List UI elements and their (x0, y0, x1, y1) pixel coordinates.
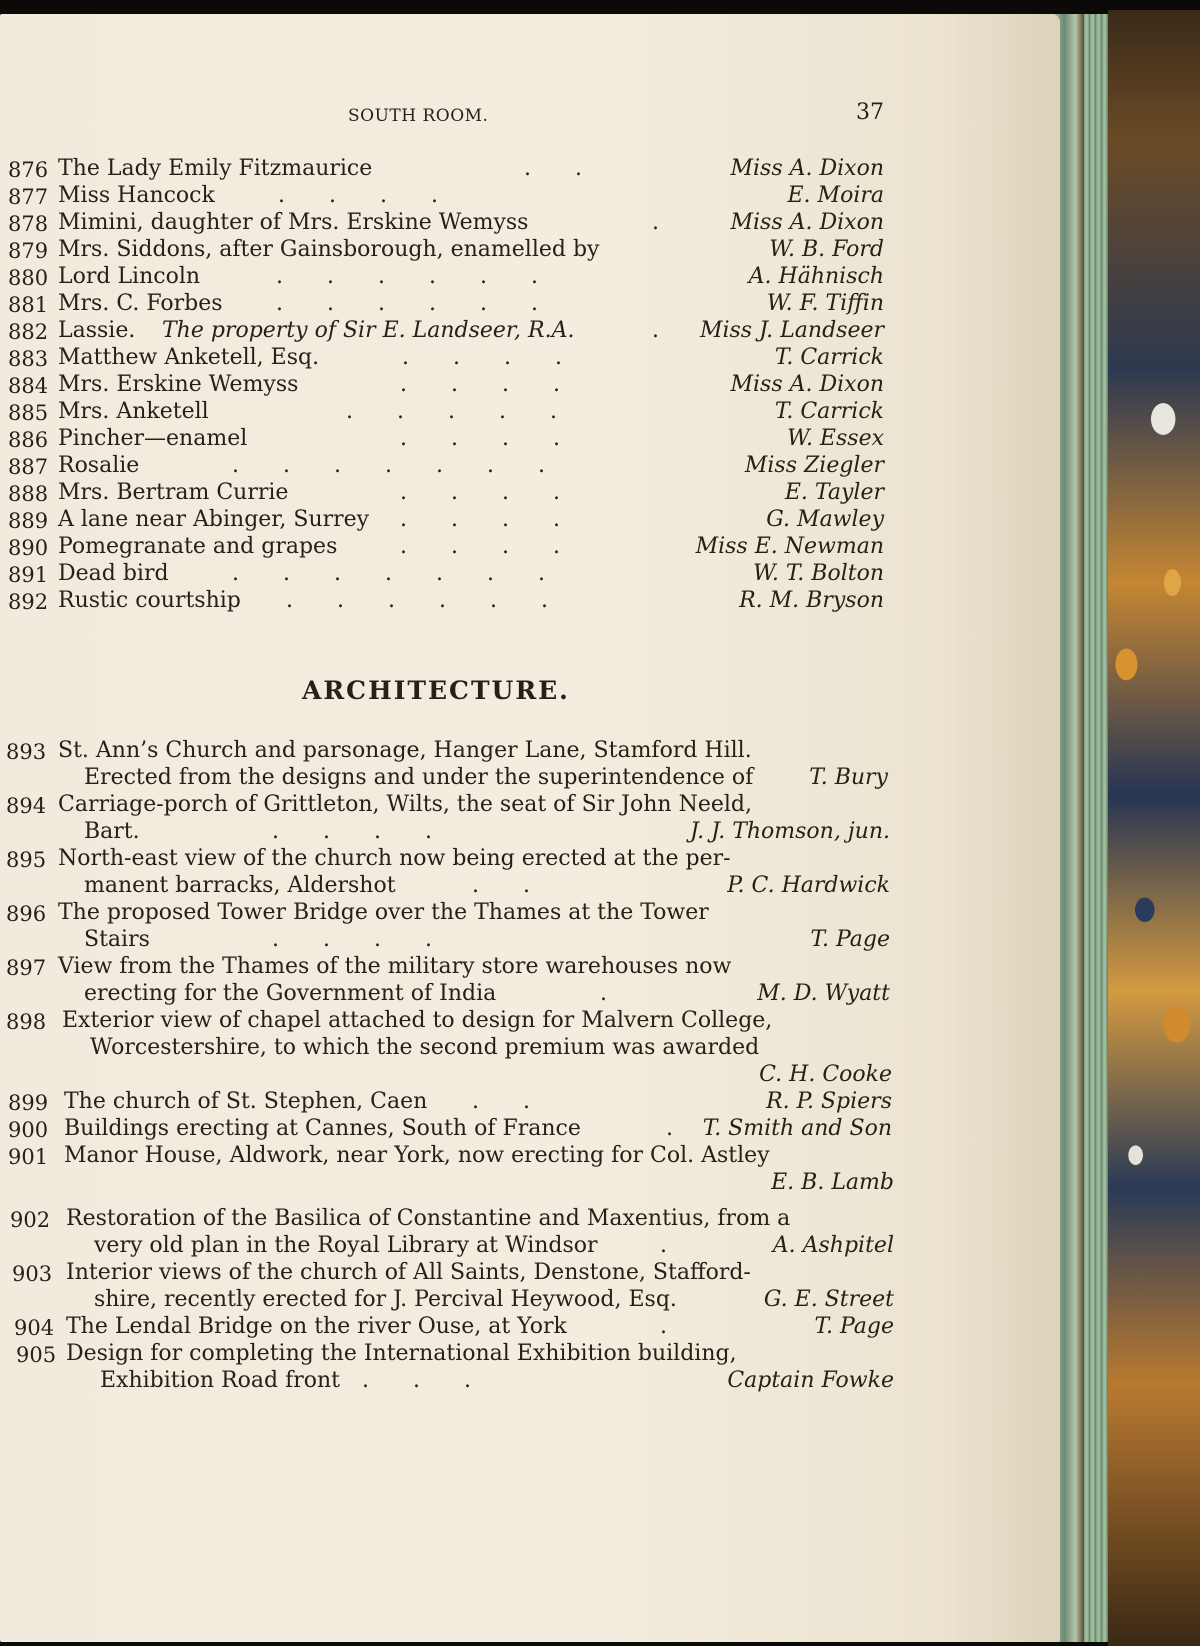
entry-title-continued: manent barracks, Aldershot (84, 873, 396, 898)
leader-dots: . (652, 210, 703, 235)
catalogue-number: 885 (8, 401, 49, 425)
artist-name: R. P. Spiers (766, 1089, 892, 1114)
artist-name: M. D. Wyatt (757, 981, 890, 1006)
catalogue-number: 886 (8, 428, 49, 452)
leader-dots: .... (278, 183, 482, 208)
leader-dots: .... (400, 372, 604, 397)
catalogue-number: 884 (8, 374, 49, 398)
catalogue-number: 881 (8, 293, 49, 317)
catalogue-number: 889 (8, 509, 49, 533)
entry-title-continued: Bart. (84, 819, 140, 844)
entry-title: The Lendal Bridge on the river Ouse, at York (66, 1314, 567, 1339)
catalogue-number: 893 (6, 740, 47, 764)
catalogue-number: 878 (8, 212, 49, 236)
entry-title: A lane near Abinger, Surrey (58, 507, 370, 532)
entry-title: Lassie. (58, 318, 136, 343)
entry-title: Design for completing the International Exhibition building, (66, 1341, 737, 1366)
entry-title: The church of St. Stephen, Caen (64, 1089, 428, 1114)
artist-name: Miss Ziegler (744, 453, 884, 478)
catalogue-number: 902 (10, 1208, 51, 1232)
catalogue-number: 899 (8, 1091, 49, 1115)
running-head: SOUTH ROOM. (348, 106, 489, 126)
leader-dots: ... (362, 1368, 515, 1393)
entry-title: Rosalie (58, 453, 140, 478)
entry-title-continued: Stairs (84, 927, 150, 952)
catalogue-number: 876 (8, 158, 49, 182)
artist-name: W. B. Ford (769, 237, 884, 262)
leader-dots: . (666, 1116, 717, 1141)
entry-title: Pomegranate and grapes (58, 534, 338, 559)
leader-dots: .... (400, 534, 604, 559)
leader-dots: .... (272, 819, 476, 844)
leader-dots: ..... (346, 399, 601, 424)
entry-title: North-east view of the church now being erected at the per- (58, 846, 731, 871)
artist-name: Captain Fowke (727, 1368, 894, 1393)
leader-dots: .... (400, 507, 604, 532)
leader-dots: ....... (232, 453, 589, 478)
leader-dots: ...... (276, 291, 582, 316)
catalogue-number: 877 (8, 185, 49, 209)
leader-dots: .. (524, 156, 626, 181)
entry-title: Miss Hancock (58, 183, 215, 208)
entry-title: Mrs. Siddons, after Gainsborough, enamelled by (58, 237, 600, 262)
catalogue-number: 898 (6, 1010, 47, 1034)
entry-title: Lord Lincoln (58, 264, 201, 289)
catalogue-number: 894 (6, 794, 47, 818)
artist-name: W. F. Tiffin (766, 291, 884, 316)
catalogue-number: 887 (8, 455, 49, 479)
artist-name: T. Smith and Son (702, 1116, 892, 1141)
artist-name: T. Carrick (774, 345, 884, 370)
leader-dots: ...... (286, 588, 592, 613)
catalogue-number: 903 (12, 1262, 53, 1286)
catalogue-number: 897 (6, 956, 47, 980)
entry-title: Mrs. C. Forbes (58, 291, 223, 316)
artist-name: A. Ashpitel (772, 1233, 894, 1258)
catalogue-number: 895 (6, 848, 47, 872)
entry-title: Rustic courtship (58, 588, 241, 613)
entry-title: Mrs. Bertram Currie (58, 480, 289, 505)
artist-name: G. E. Street (763, 1287, 894, 1312)
marbled-endpaper (1108, 10, 1200, 1646)
leader-dots: . (652, 318, 703, 343)
catalogue-number: 904 (14, 1316, 55, 1340)
artist-name: T. Page (814, 1314, 894, 1339)
leader-dots: ....... (232, 561, 589, 586)
artist-name: E. Moira (787, 183, 884, 208)
artist-name: R. M. Bryson (739, 588, 884, 613)
entry-title-continued: erecting for the Government of India (84, 981, 497, 1006)
leader-dots: .... (400, 426, 604, 451)
catalogue-number: 891 (8, 563, 49, 587)
artist-name: J. J. Thomson, jun. (690, 819, 890, 844)
catalogue-number: 892 (8, 590, 49, 614)
catalogue-number: 896 (6, 902, 47, 926)
entry-title: Carriage-porch of Grittleton, Wilts, the seat of Sir John Neeld, (58, 792, 752, 817)
artist-name: G. Mawley (766, 507, 884, 532)
artist-name: Miss A. Dixon (730, 156, 884, 181)
catalogue-number: 888 (8, 482, 49, 506)
leader-dots: .... (402, 345, 606, 370)
catalogue-number: 905 (16, 1343, 57, 1367)
catalogue-number: 880 (8, 266, 49, 290)
entry-title: Interior views of the church of All Saints, Denstone, Stafford- (66, 1260, 751, 1285)
artist-name: A. Hähnisch (748, 264, 884, 289)
catalogue-number: 901 (8, 1145, 49, 1169)
entry-title-continued: very old plan in the Royal Library at Windsor (94, 1233, 598, 1258)
entry-title: St. Ann’s Church and parsonage, Hanger Lane, Stamford Hill. (58, 738, 752, 763)
leader-dots: .... (272, 927, 476, 952)
artist-name: W. T. Bolton (753, 561, 884, 586)
page-edges (1084, 14, 1108, 1642)
artist-name: T. Page (810, 927, 890, 952)
artist-name: E. B. Lamb (771, 1170, 894, 1195)
leader-dots: .... (400, 480, 604, 505)
entry-title: Mimini, daughter of Mrs. Erskine Wemyss (58, 210, 529, 235)
leader-dots: . (660, 1314, 711, 1339)
ownership-note: The property of Sir E. Landseer, R.A. (162, 318, 575, 343)
artist-name: C. H. Cooke (759, 1062, 892, 1087)
entry-title: The proposed Tower Bridge over the Thames at the Tower (58, 900, 709, 925)
artist-name: E. Tayler (784, 480, 884, 505)
leader-dots: ...... (276, 264, 582, 289)
artist-name: Miss E. Newman (695, 534, 884, 559)
entry-title-continued: Erected from the designs and under the superintendence of (84, 765, 754, 790)
entry-title: Mrs. Erskine Wemyss (58, 372, 299, 397)
entry-title: Dead bird (58, 561, 169, 586)
leader-dots: . (660, 1233, 711, 1258)
leader-dots: .. (472, 1089, 574, 1114)
section-heading: ARCHITECTURE. (302, 676, 570, 705)
entry-title: Buildings erecting at Cannes, South of France (64, 1116, 581, 1141)
artist-name: P. C. Hardwick (727, 873, 890, 898)
artist-name: Miss A. Dixon (730, 372, 884, 397)
entry-title: Pincher—enamel (58, 426, 248, 451)
catalogue-number: 882 (8, 320, 49, 344)
artist-name: Miss A. Dixon (730, 210, 884, 235)
artist-name: W. Essex (787, 426, 884, 451)
page-number: 37 (856, 100, 884, 125)
entry-title: Manor House, Aldwork, near York, now erecting for Col. Astley (64, 1143, 770, 1168)
leader-dots: .. (472, 873, 574, 898)
artist-name: T. Carrick (774, 399, 884, 424)
leader-dots: . (600, 981, 651, 1006)
entry-title: Matthew Anketell, Esq. (58, 345, 320, 370)
entry-title: Exterior view of chapel attached to design for Malvern College, (62, 1008, 773, 1033)
artist-name: T. Bury (809, 765, 888, 790)
catalogue-number: 900 (8, 1118, 49, 1142)
entry-title: The Lady Emily Fitzmaurice (58, 156, 373, 181)
catalogue-number: 879 (8, 239, 49, 263)
entry-title-continued: shire, recently erected for J. Percival Heywood, Esq. (94, 1287, 677, 1312)
entry-title: View from the Thames of the military store warehouses now (58, 954, 732, 979)
entry-title-continued: Worcestershire, to which the second premium was awarded (90, 1035, 760, 1060)
catalogue-number: 883 (8, 347, 49, 371)
entry-title: Restoration of the Basilica of Constantine and Maxentius, from a (66, 1206, 791, 1231)
entry-title: Mrs. Anketell (58, 399, 209, 424)
catalogue-number: 890 (8, 536, 49, 560)
entry-title-continued: Exhibition Road front (100, 1368, 340, 1393)
artist-name: Miss J. Landseer (699, 318, 884, 343)
